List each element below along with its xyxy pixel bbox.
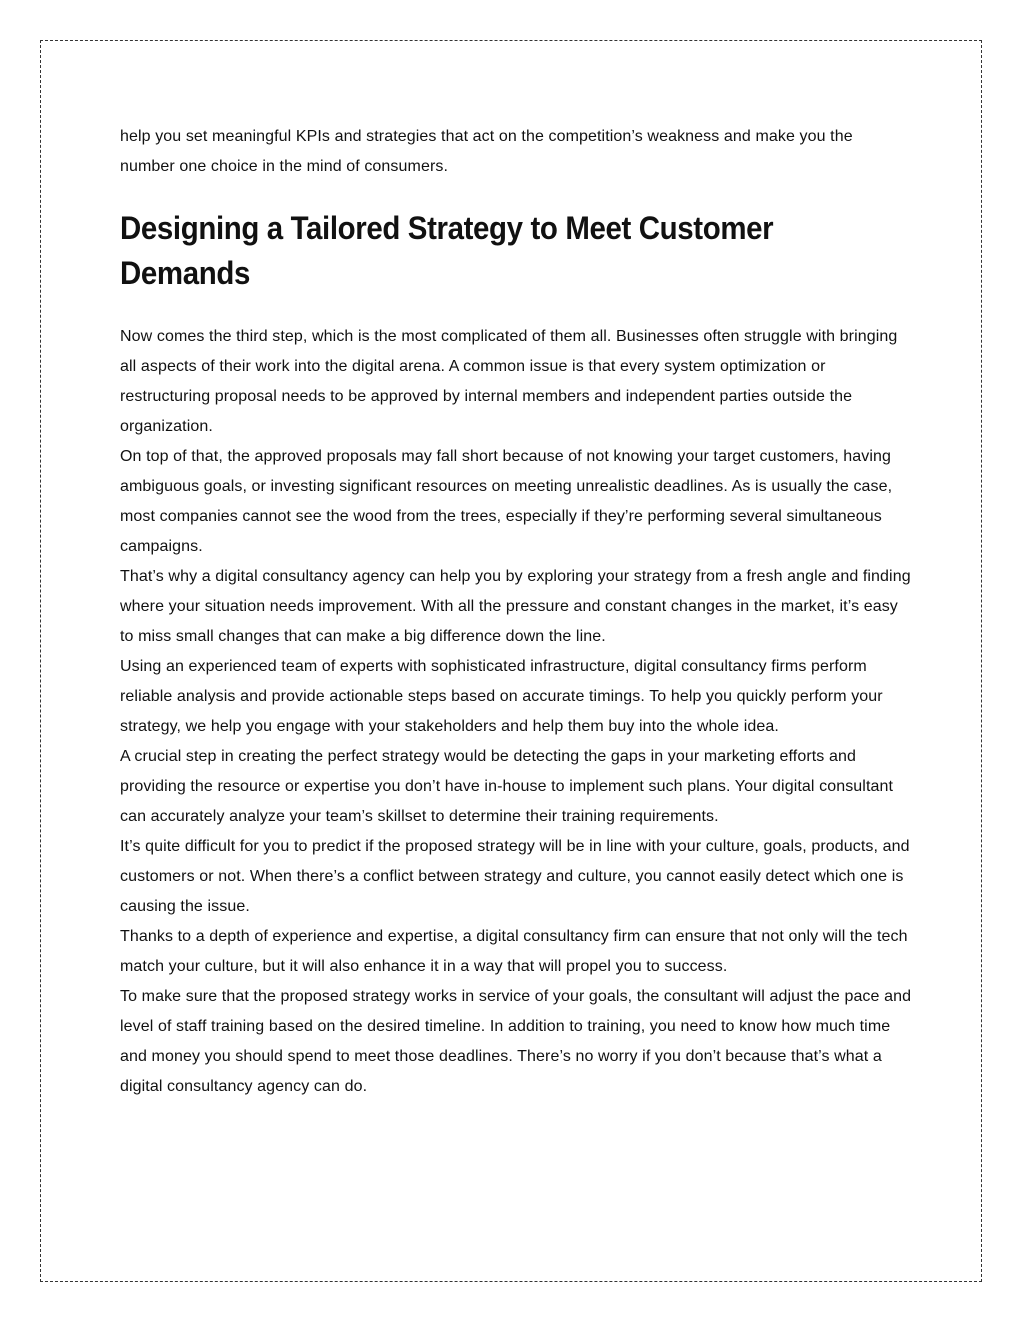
intro-paragraph: help you set meaningful KPIs and strategies that act on the competition’s weakness and make you the number one choice in the mind of consumers. xyxy=(120,128,853,175)
body-paragraph: A crucial step in creating the perfect strategy would be detecting the gaps in your marketing efforts and providing the resource or expertise you don’t have in-house to implement such plans. Your digital consultant can accurately analyze your team’s skillset to determine their training requirements. xyxy=(120,748,894,825)
body-paragraph: It’s quite difficult for you to predict if the proposed strategy will be in line with your culture, goals, products, and customers or not. When there’s a conflict between strategy and culture, you cannot easily detect which one is causing the issue. xyxy=(120,838,910,915)
section-heading: Designing a Tailored Strategy to Meet Customer Demands xyxy=(120,210,774,291)
body-paragraph: On top of that, the approved proposals may fall short because of not knowing your target customers, having ambiguous goals, or investing significant resources on meeting unrealistic deadlines. As is usually the case, most companies cannot see the wood from the trees, especially if they’re performing several simultaneous campaigns. xyxy=(120,448,893,555)
body-paragraph: To make sure that the proposed strategy works in service of your goals, the consultant will adjust the pace and level of staff training based on the desired timeline. In addition to training, you need to know how much time and money you should spend to meet those deadlines. There’s no worry if you don’t because that’s what a digital consultancy agency can do. xyxy=(120,988,912,1095)
body-paragraph: Using an experienced team of experts with sophisticated infrastructure, digital consultancy firms perform reliable analysis and provide actionable steps based on accurate timings. To help you quickly perform your strategy, we help you engage with your stakeholders and help them buy into the whole idea. xyxy=(120,658,883,735)
document-content xyxy=(120,122,912,1102)
body-paragraph: Thanks to a depth of experience and expertise, a digital consultancy firm can ensure that not only will the tech match your culture, but it will also enhance it in a way that will propel you to success. xyxy=(120,928,908,975)
body-paragraph: That’s why a digital consultancy agency can help you by exploring your strategy from a fresh angle and finding where your situation needs improvement. With all the pressure and constant changes in the market, it’s easy to miss small changes that can make a big difference down the line. xyxy=(120,568,911,645)
paragraph-list xyxy=(120,322,912,1102)
body-paragraph: Now comes the third step, which is the most complicated of them all. Businesses often struggle with bringing all aspects of their work into the digital arena. A common issue is that every system optimization or restructuring proposal needs to be approved by internal members and independent parties outside the organization. xyxy=(120,328,898,435)
